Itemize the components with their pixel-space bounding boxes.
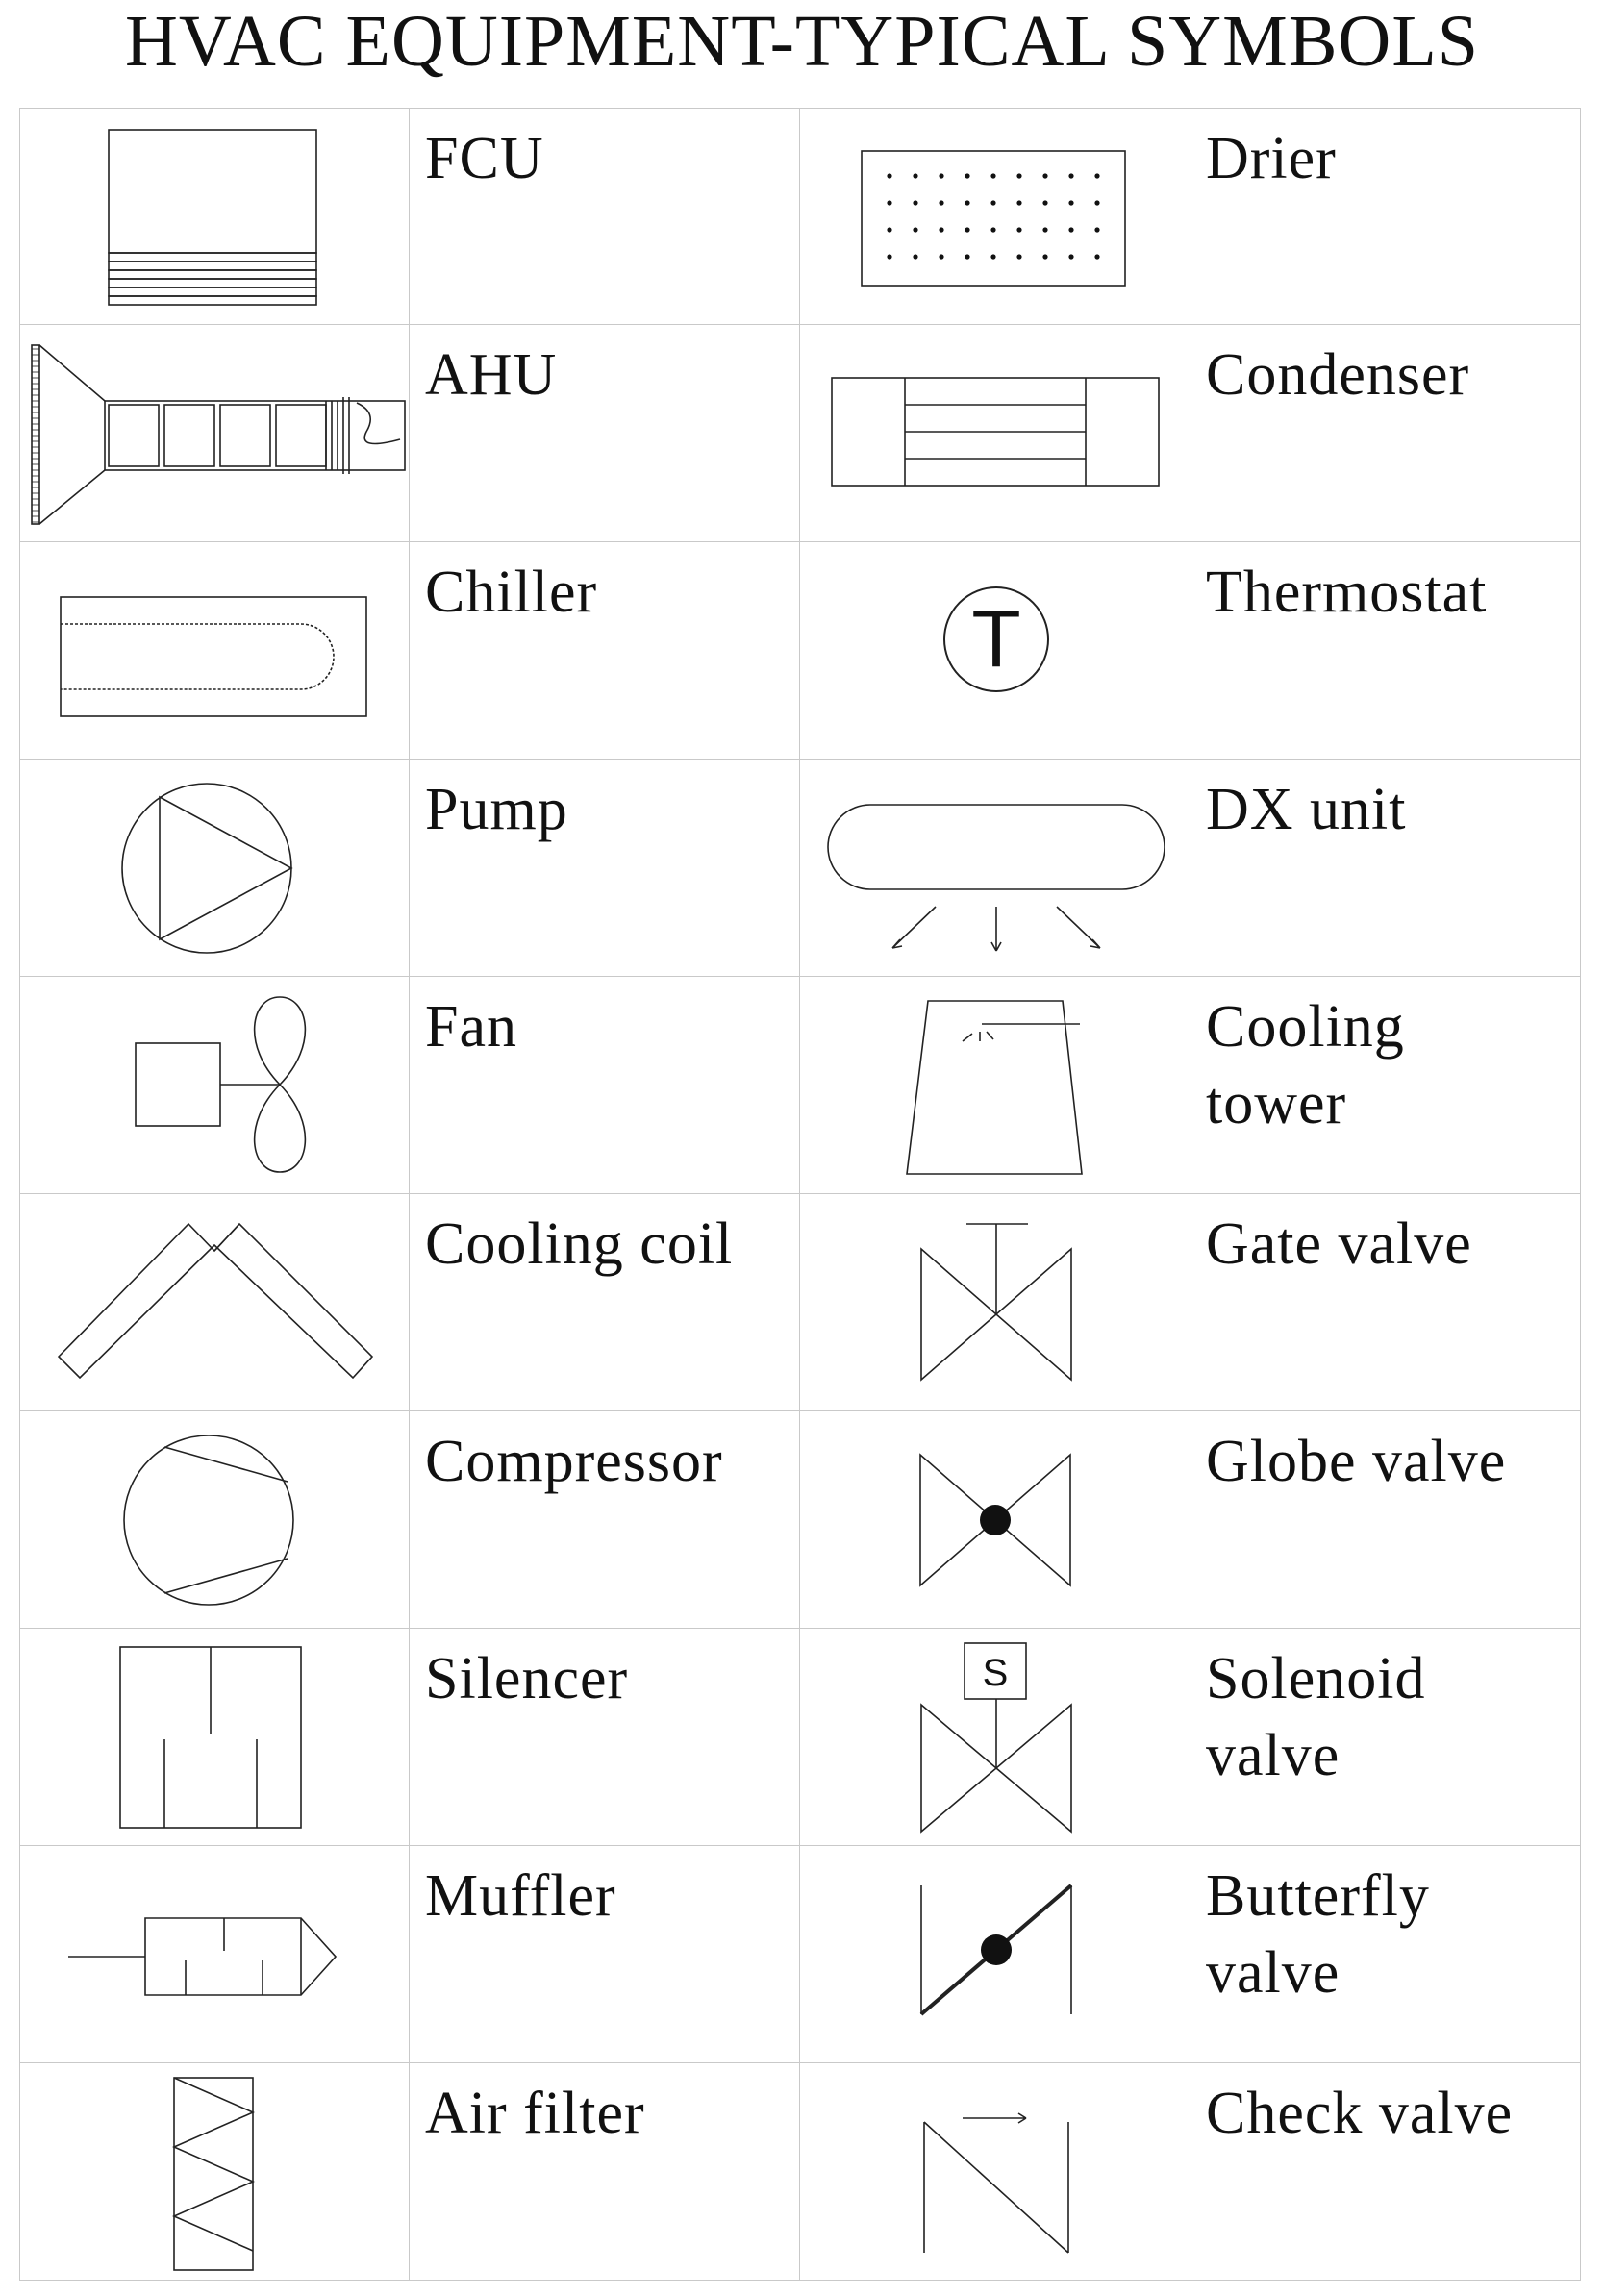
symbol-cell-solenoid-valve [800,1629,1190,1846]
butterfly-valve-icon [801,1847,1190,2062]
symbol-cell-pump [19,760,410,977]
label-solenoid-valve: Solenoid valve [1190,1629,1581,1846]
symbol-cell-compressor [19,1411,410,1629]
label-thermostat: Thermostat [1190,542,1581,760]
label-drier: Drier [1190,108,1581,325]
label-air-filter: Air filter [410,2063,800,2281]
label-fcu: FCU [410,108,800,325]
air-filter-icon [20,2064,409,2280]
label-chiller: Chiller [410,542,800,760]
fan-icon [20,978,409,1193]
ahu-icon [20,326,409,541]
symbol-cell-dx-unit [800,760,1190,977]
cooling-coil-icon [20,1195,409,1410]
symbol-cell-globe-valve [800,1411,1190,1629]
symbol-cell-fcu [19,108,410,325]
compressor-icon [20,1412,409,1628]
symbol-cell-muffler [19,1846,410,2063]
symbol-cell-silencer [19,1629,410,1846]
label-butterfly-valve: Butterfly valve [1190,1846,1581,2063]
symbol-cell-butterfly-valve [800,1846,1190,2063]
label-fan: Fan [410,977,800,1194]
dx-unit-icon [801,761,1190,976]
symbol-cell-fan [19,977,410,1194]
symbol-cell-drier [800,108,1190,325]
symbol-cell-condenser [800,325,1190,542]
solenoid-valve-icon [801,1630,1190,1845]
solenoid-letter: S [982,1651,1008,1694]
label-condenser: Condenser [1190,325,1581,542]
symbol-cell-chiller [19,542,410,760]
symbol-cell-air-filter [19,2063,410,2281]
symbol-cell-cooling-coil [19,1194,410,1411]
label-gate-valve: Gate valve [1190,1194,1581,1411]
label-cooling-coil: Cooling coil [410,1194,800,1411]
symbol-cell-check-valve [800,2063,1190,2281]
label-cooling-tower: Cooling tower [1190,977,1581,1194]
globe-valve-icon [801,1412,1190,1628]
chiller-icon [20,543,409,759]
label-dx-unit: DX unit [1190,760,1581,977]
symbol-cell-cooling-tower [800,977,1190,1194]
condenser-icon [801,326,1190,541]
label-compressor: Compressor [410,1411,800,1629]
label-ahu: AHU [410,325,800,542]
check-valve-icon [801,2064,1190,2280]
symbol-cell-gate-valve [800,1194,1190,1411]
fcu-icon [20,109,409,324]
label-muffler: Muffler [410,1846,800,2063]
symbol-table [19,108,1581,2281]
symbol-cell-ahu [19,325,410,542]
page-title: HVAC EQUIPMENT-TYPICAL SYMBOLS [124,1,1480,82]
symbol-cell-thermostat [800,542,1190,760]
drier-icon [801,109,1190,324]
label-globe-valve: Globe valve [1190,1411,1581,1629]
label-silencer: Silencer [410,1629,800,1846]
silencer-icon [20,1630,409,1845]
thermostat-icon [801,543,1190,759]
muffler-icon [20,1847,409,2062]
label-pump: Pump [410,760,800,977]
cooling-tower-icon [801,978,1190,1193]
label-check-valve: Check valve [1190,2063,1581,2281]
pump-icon [20,761,409,976]
thermostat-letter: T [970,592,1021,684]
gate-valve-icon [801,1195,1190,1410]
